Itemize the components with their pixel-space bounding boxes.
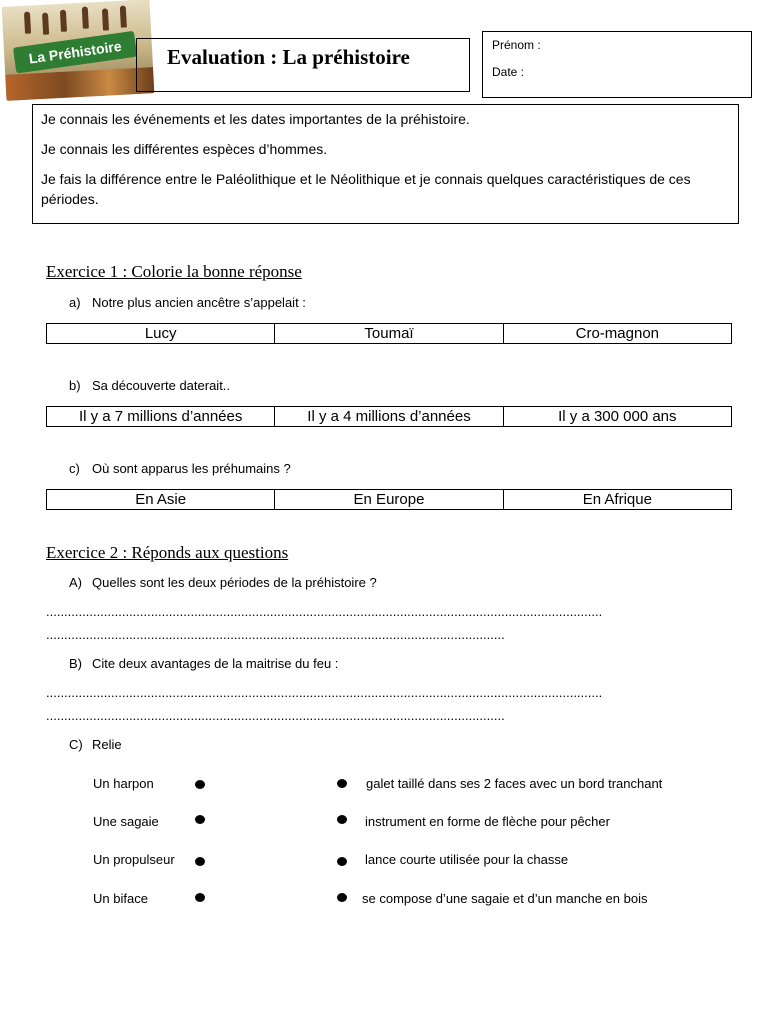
figure-icon bbox=[60, 10, 67, 32]
figure-icon bbox=[120, 5, 127, 27]
firstname-label: Prénom : bbox=[492, 38, 541, 52]
exercise2-title: Exercice 2 : Réponds aux questions bbox=[46, 543, 289, 562]
question-letter: c) bbox=[69, 461, 80, 476]
answer-line[interactable]: ............................................................................................................................... bbox=[46, 627, 505, 642]
match-right-item: se compose d’une sagaie et d’un manche en bois bbox=[362, 891, 648, 906]
question-letter: a) bbox=[69, 295, 81, 310]
prehistory-logo bbox=[2, 0, 155, 101]
match-dot-icon[interactable] bbox=[337, 893, 347, 902]
question-text: Sa découverte daterait.. bbox=[92, 378, 231, 393]
question-text: Notre plus ancien ancêtre s’appelait : bbox=[92, 295, 306, 310]
match-dot-icon[interactable] bbox=[337, 857, 347, 866]
answer-options-c bbox=[46, 489, 732, 510]
match-left-item: Un biface bbox=[93, 891, 148, 906]
answer-option[interactable]: Cro-magnon bbox=[503, 324, 731, 344]
objective-item: Je connais les événements et les dates importantes de la préhistoire. bbox=[41, 111, 470, 127]
match-dot-icon[interactable] bbox=[337, 779, 347, 788]
answer-option[interactable]: Il y a 4 millions d’années bbox=[275, 407, 503, 427]
question-text: Relie bbox=[92, 737, 122, 752]
answer-option[interactable]: Il y a 7 millions d’années bbox=[47, 407, 275, 427]
answer-options-b bbox=[46, 406, 732, 427]
ground-illustration bbox=[5, 67, 154, 101]
question-letter: b) bbox=[69, 378, 81, 393]
answer-option[interactable]: En Europe bbox=[275, 490, 503, 510]
question-letter: A) bbox=[69, 575, 82, 590]
match-dot-icon[interactable] bbox=[195, 857, 205, 866]
question-text: Quelles sont les deux périodes de la préhistoire ? bbox=[92, 575, 377, 590]
answer-option[interactable]: Il y a 300 000 ans bbox=[503, 407, 731, 427]
match-dot-icon[interactable] bbox=[195, 780, 205, 789]
answer-line[interactable]: ............................................................................................................................... bbox=[46, 708, 505, 723]
page-title: Evaluation : La préhistoire bbox=[167, 45, 410, 69]
question-text: Cite deux avantages de la maitrise du feu : bbox=[92, 656, 339, 671]
match-right-item: lance courte utilisée pour la chasse bbox=[365, 852, 569, 867]
answer-option[interactable]: En Afrique bbox=[503, 490, 731, 510]
match-right-item: galet taillé dans ses 2 faces avec un bord tranchant bbox=[366, 776, 663, 791]
answer-line[interactable]: .......................................................................................................................................................... bbox=[46, 685, 603, 700]
objectives-box bbox=[32, 104, 739, 224]
figure-icon bbox=[24, 11, 31, 33]
logo-banner: La Préhistoire bbox=[13, 31, 137, 74]
match-dot-icon[interactable] bbox=[195, 893, 205, 902]
match-dot-icon[interactable] bbox=[337, 815, 347, 824]
answer-options-a bbox=[46, 323, 732, 344]
question-text: Où sont apparus les préhumains ? bbox=[92, 461, 291, 476]
objective-item: Je connais les différentes espèces d’hommes. bbox=[41, 141, 328, 157]
answer-option[interactable]: Lucy bbox=[47, 324, 275, 344]
match-right-item: instrument en forme de flèche pour pêcher bbox=[365, 814, 610, 829]
answer-option[interactable]: En Asie bbox=[47, 490, 275, 510]
student-info-box bbox=[482, 31, 752, 98]
title-box bbox=[136, 38, 470, 92]
figure-icon bbox=[102, 8, 109, 30]
figure-icon bbox=[42, 13, 49, 35]
answer-line[interactable]: .......................................................................................................................................................... bbox=[46, 604, 603, 619]
match-left-item: Une sagaie bbox=[93, 814, 159, 829]
match-left-item: Un harpon bbox=[93, 776, 154, 791]
question-letter: B) bbox=[69, 656, 82, 671]
objective-item: Je fais la différence entre le Paléolithique et le Néolithique et je connais quelques caractéristiques de ces périodes. bbox=[41, 171, 691, 207]
question-letter: C) bbox=[69, 737, 83, 752]
match-dot-icon[interactable] bbox=[195, 815, 205, 824]
date-label: Date : bbox=[492, 65, 525, 79]
exercise1-title: Exercice 1 : Colorie la bonne réponse bbox=[46, 262, 302, 281]
figure-icon bbox=[82, 6, 89, 28]
answer-option[interactable]: Toumaï bbox=[275, 324, 503, 344]
match-left-item: Un propulseur bbox=[93, 852, 175, 867]
